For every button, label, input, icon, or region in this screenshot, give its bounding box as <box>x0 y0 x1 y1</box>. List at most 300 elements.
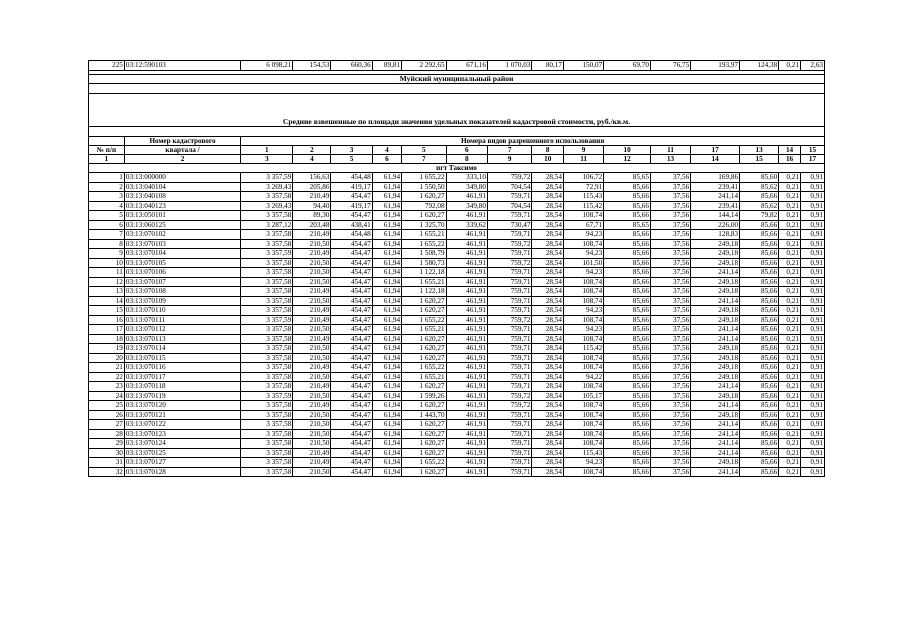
value-cell: 454,47 <box>331 439 372 449</box>
value-cell: 0,91 <box>800 372 824 382</box>
value-cell: 28,54 <box>532 173 564 183</box>
value-cell: 85,66 <box>604 391 651 401</box>
value-cell: 461,91 <box>446 410 487 420</box>
value-cell: 3 357,58 <box>241 458 293 468</box>
type-number: 7 <box>487 146 532 155</box>
table-row <box>89 201 825 211</box>
value-cell: 461,91 <box>446 230 487 240</box>
value-cell: 61,94 <box>372 315 401 325</box>
value-cell: 1 325,70 <box>402 220 447 230</box>
value-cell: 0,21 <box>779 182 801 192</box>
value-cell: 1 599,26 <box>402 391 447 401</box>
value-cell: 3 357,58 <box>241 363 293 373</box>
column-number: 16 <box>779 155 801 164</box>
quarter-number: 03:13:070113 <box>124 334 240 344</box>
value-cell: 454,47 <box>331 448 372 458</box>
value-cell: 1 655,22 <box>402 173 447 183</box>
value-cell: 3 357,58 <box>241 239 293 249</box>
value-cell: 85,66 <box>604 382 651 392</box>
value-cell: 115,43 <box>563 448 603 458</box>
table-row <box>89 325 825 335</box>
value-cell: 61,94 <box>372 211 401 221</box>
value-cell: 0,21 <box>779 306 801 316</box>
value-cell: 461,91 <box>446 211 487 221</box>
value-cell: 249,18 <box>691 258 740 268</box>
value-cell: 108,74 <box>563 420 603 430</box>
value-cell: 37,56 <box>650 258 690 268</box>
spacer-row <box>89 84 825 94</box>
value-cell: 0,21 <box>779 61 801 71</box>
value-cell: 241,14 <box>691 334 740 344</box>
value-cell: 61,94 <box>372 429 401 439</box>
value-cell: 1 620,27 <box>402 353 447 363</box>
value-cell: 61,94 <box>372 258 401 268</box>
value-cell: 249,18 <box>691 239 740 249</box>
table-row <box>89 467 825 477</box>
value-cell: 61,94 <box>372 420 401 430</box>
value-cell: 80,17 <box>532 61 564 71</box>
value-cell: 28,54 <box>532 458 564 468</box>
value-cell: 210,49 <box>293 287 331 297</box>
value-cell: 108,74 <box>563 410 603 420</box>
value-cell: 461,91 <box>446 287 487 297</box>
type-number: 13 <box>740 146 779 155</box>
value-cell: 241,14 <box>691 439 740 449</box>
quarter-number: 03:12:590103 <box>124 61 240 71</box>
district-title-row <box>89 74 825 84</box>
value-cell: 61,94 <box>372 467 401 477</box>
value-cell: 115,42 <box>563 201 603 211</box>
value-cell: 730,47 <box>487 220 532 230</box>
value-cell: 85,66 <box>740 344 779 354</box>
value-cell: 37,56 <box>650 344 690 354</box>
type-number: 5 <box>402 146 447 155</box>
value-cell: 3 357,58 <box>241 325 293 335</box>
value-cell: 156,63 <box>293 173 331 183</box>
section-label: пгт Таксимо <box>89 164 825 173</box>
value-cell: 454,47 <box>331 268 372 278</box>
value-cell: 85,66 <box>604 458 651 468</box>
value-cell: 759,71 <box>487 334 532 344</box>
value-cell: 0,21 <box>779 382 801 392</box>
value-cell: 0,21 <box>779 296 801 306</box>
table-title: Средние взвешенные по площади значения удельных показателей кадастровой стоимости, руб./кв.м. <box>89 94 825 127</box>
value-cell: 0,91 <box>800 391 824 401</box>
value-cell: 759,71 <box>487 268 532 278</box>
value-cell: 85,66 <box>740 353 779 363</box>
value-cell: 454,47 <box>331 315 372 325</box>
value-cell: 3 357,58 <box>241 448 293 458</box>
value-cell: 28,54 <box>532 192 564 202</box>
value-cell: 61,94 <box>372 363 401 373</box>
value-cell: 349,80 <box>446 182 487 192</box>
value-cell: 210,50 <box>293 239 331 249</box>
value-cell: 0,91 <box>800 439 824 449</box>
table-row <box>89 439 825 449</box>
column-number: 4 <box>293 155 331 164</box>
table-row <box>89 410 825 420</box>
value-cell: 0,91 <box>800 382 824 392</box>
value-cell: 0,91 <box>800 268 824 278</box>
value-cell: 454,47 <box>331 258 372 268</box>
table-row <box>89 353 825 363</box>
value-cell: 1 655,21 <box>402 325 447 335</box>
value-cell: 85,66 <box>740 363 779 373</box>
value-cell: 0,91 <box>800 239 824 249</box>
value-cell: 241,14 <box>691 429 740 439</box>
type-number: 10 <box>604 146 651 155</box>
value-cell: 85,66 <box>740 334 779 344</box>
table-row <box>89 249 825 259</box>
value-cell: 210,49 <box>293 448 331 458</box>
row-number: 32 <box>89 467 125 477</box>
value-cell: 454,47 <box>331 296 372 306</box>
value-cell: 85,66 <box>604 201 651 211</box>
value-cell: 94,40 <box>293 201 331 211</box>
row-number: 28 <box>89 429 125 439</box>
value-cell: 85,65 <box>604 173 651 183</box>
value-cell: 3 357,58 <box>241 268 293 278</box>
row-number: 13 <box>89 287 125 297</box>
value-cell: 0,21 <box>779 448 801 458</box>
table-row <box>89 277 825 287</box>
value-cell: 108,74 <box>563 439 603 449</box>
value-cell: 61,94 <box>372 372 401 382</box>
value-cell: 85,66 <box>604 467 651 477</box>
header-row-3 <box>89 155 825 164</box>
type-number: 8 <box>532 146 564 155</box>
value-cell: 61,94 <box>372 382 401 392</box>
value-cell: 28,54 <box>532 315 564 325</box>
quarter-number: 03:13:070128 <box>124 467 240 477</box>
value-cell: 61,94 <box>372 201 401 211</box>
value-cell: 461,91 <box>446 239 487 249</box>
value-cell: 759,71 <box>487 429 532 439</box>
value-cell: 193,97 <box>691 61 740 71</box>
previous-page-row <box>89 61 825 71</box>
value-cell: 249,18 <box>691 372 740 382</box>
value-cell: 61,94 <box>372 439 401 449</box>
value-cell: 37,56 <box>650 363 690 373</box>
column-number: 12 <box>604 155 651 164</box>
value-cell: 0,91 <box>800 458 824 468</box>
value-cell: 1 655,21 <box>402 277 447 287</box>
value-cell: 333,10 <box>446 173 487 183</box>
table-row <box>89 458 825 468</box>
value-cell: 85,66 <box>604 211 651 221</box>
value-cell: 79,82 <box>740 211 779 221</box>
value-cell: 759,72 <box>487 173 532 183</box>
value-cell: 37,56 <box>650 315 690 325</box>
value-cell: 1 070,03 <box>487 61 532 71</box>
value-cell: 94,23 <box>563 325 603 335</box>
value-cell: 0,91 <box>800 277 824 287</box>
value-cell: 3 357,58 <box>241 401 293 411</box>
value-cell: 28,54 <box>532 277 564 287</box>
value-cell: 108,74 <box>563 296 603 306</box>
value-cell: 759,71 <box>487 410 532 420</box>
value-cell: 0,91 <box>800 410 824 420</box>
value-cell: 461,91 <box>446 363 487 373</box>
value-cell: 210,50 <box>293 391 331 401</box>
value-cell: 759,71 <box>487 277 532 287</box>
table-row <box>89 315 825 325</box>
value-cell: 0,91 <box>800 173 824 183</box>
value-cell: 210,50 <box>293 277 331 287</box>
value-cell: 454,47 <box>331 249 372 259</box>
value-cell: 0,21 <box>779 268 801 278</box>
value-cell: 61,94 <box>372 249 401 259</box>
value-cell: 0,21 <box>779 315 801 325</box>
value-cell: 28,54 <box>532 372 564 382</box>
value-cell: 28,54 <box>532 239 564 249</box>
quarter-number: 03:13:070107 <box>124 277 240 287</box>
table-row <box>89 306 825 316</box>
value-cell: 759,71 <box>487 382 532 392</box>
value-cell: 759,71 <box>487 458 532 468</box>
value-cell: 3 357,58 <box>241 277 293 287</box>
value-cell: 241,14 <box>691 420 740 430</box>
value-cell: 461,91 <box>446 429 487 439</box>
value-cell: 210,49 <box>293 192 331 202</box>
row-number: 31 <box>89 458 125 468</box>
row-number: 19 <box>89 344 125 354</box>
value-cell: 671,16 <box>446 61 487 71</box>
value-cell: 85,66 <box>740 306 779 316</box>
value-cell: 0,91 <box>800 353 824 363</box>
value-cell: 205,86 <box>293 182 331 192</box>
value-cell: 85,66 <box>604 410 651 420</box>
value-cell: 0,91 <box>800 363 824 373</box>
value-cell: 28,54 <box>532 306 564 316</box>
value-cell: 454,47 <box>331 467 372 477</box>
value-cell: 69,70 <box>604 61 651 71</box>
value-cell: 128,83 <box>691 230 740 240</box>
value-cell: 0,91 <box>800 325 824 335</box>
value-cell: 108,74 <box>563 353 603 363</box>
value-cell: 61,94 <box>372 277 401 287</box>
value-cell: 210,50 <box>293 296 331 306</box>
cadastral-value-sheet <box>88 60 825 477</box>
value-cell: 3 357,59 <box>241 249 293 259</box>
value-cell: 76,75 <box>650 61 690 71</box>
value-cell: 85,66 <box>604 315 651 325</box>
value-cell: 0,91 <box>800 448 824 458</box>
value-cell: 461,91 <box>446 448 487 458</box>
value-cell: 3 357,59 <box>241 315 293 325</box>
value-cell: 85,66 <box>740 401 779 411</box>
value-cell: 85,66 <box>740 382 779 392</box>
value-cell: 0,21 <box>779 467 801 477</box>
value-cell: 3 269,43 <box>241 182 293 192</box>
value-cell: 210,50 <box>293 372 331 382</box>
value-cell: 37,56 <box>650 192 690 202</box>
value-cell: 28,54 <box>532 334 564 344</box>
value-cell: 85,66 <box>740 220 779 230</box>
value-cell: 1 443,70 <box>402 410 447 420</box>
value-cell: 61,94 <box>372 306 401 316</box>
value-cell: 108,74 <box>563 401 603 411</box>
value-cell: 0,21 <box>779 458 801 468</box>
column-number: 10 <box>532 155 564 164</box>
value-cell: 759,71 <box>487 363 532 373</box>
value-cell: 0,91 <box>800 467 824 477</box>
value-cell: 461,91 <box>446 439 487 449</box>
value-cell: 3 357,58 <box>241 344 293 354</box>
quarter-number: 03:13:070106 <box>124 268 240 278</box>
value-cell: 210,50 <box>293 344 331 354</box>
table-row <box>89 372 825 382</box>
value-cell: 28,54 <box>532 391 564 401</box>
value-cell: 226,00 <box>691 220 740 230</box>
row-number: 225 <box>89 61 125 71</box>
value-cell: 1 122,18 <box>402 287 447 297</box>
value-cell: 85,62 <box>740 182 779 192</box>
value-cell: 461,91 <box>446 296 487 306</box>
value-cell: 150,07 <box>563 61 603 71</box>
value-cell: 1 655,22 <box>402 363 447 373</box>
table-row <box>89 344 825 354</box>
spacer-row <box>89 127 825 137</box>
row-number: 4 <box>89 201 125 211</box>
value-cell: 3 357,59 <box>241 173 293 183</box>
column-number: 7 <box>402 155 447 164</box>
value-cell: 0,21 <box>779 439 801 449</box>
value-cell: 241,14 <box>691 192 740 202</box>
value-cell: 0,91 <box>800 315 824 325</box>
quarter-number: 03:13:070115 <box>124 353 240 363</box>
header-num-blank <box>89 137 125 146</box>
value-cell: 94,23 <box>563 268 603 278</box>
value-cell: 0,91 <box>800 429 824 439</box>
value-cell: 61,94 <box>372 230 401 240</box>
row-number: 26 <box>89 410 125 420</box>
type-number: 1 <box>241 146 293 155</box>
value-cell: 108,74 <box>563 287 603 297</box>
value-cell: 37,56 <box>650 249 690 259</box>
value-cell: 3 357,58 <box>241 410 293 420</box>
value-cell: 241,14 <box>691 325 740 335</box>
value-cell: 37,56 <box>650 182 690 192</box>
quarter-number: 03:13:070114 <box>124 344 240 354</box>
value-cell: 0,91 <box>800 420 824 430</box>
value-cell: 115,42 <box>563 344 603 354</box>
value-cell: 210,49 <box>293 315 331 325</box>
column-number: 6 <box>372 155 401 164</box>
value-cell: 1 508,79 <box>402 249 447 259</box>
value-cell: 85,66 <box>604 277 651 287</box>
table-row <box>89 173 825 183</box>
value-cell: 0,91 <box>800 258 824 268</box>
value-cell: 37,56 <box>650 334 690 344</box>
value-cell: 339,62 <box>446 220 487 230</box>
value-cell: 1 655,22 <box>402 239 447 249</box>
district-title: Муйский муниципальный район <box>89 74 825 84</box>
value-cell: 461,91 <box>446 391 487 401</box>
value-cell: 1 620,27 <box>402 382 447 392</box>
value-cell: 37,56 <box>650 230 690 240</box>
table-row <box>89 230 825 240</box>
quarter-number: 03:13:040104 <box>124 182 240 192</box>
value-cell: 759,72 <box>487 391 532 401</box>
value-cell: 37,56 <box>650 372 690 382</box>
quarter-number: 03:13:070104 <box>124 249 240 259</box>
value-cell: 61,94 <box>372 239 401 249</box>
value-cell: 454,47 <box>331 420 372 430</box>
quarter-number: 03:13:000000 <box>124 173 240 183</box>
value-cell: 3 357,58 <box>241 420 293 430</box>
value-cell: 3 357,59 <box>241 391 293 401</box>
value-cell: 61,94 <box>372 182 401 192</box>
value-cell: 249,18 <box>691 315 740 325</box>
value-cell: 792,08 <box>402 201 447 211</box>
value-cell: 37,56 <box>650 268 690 278</box>
value-cell: 85,62 <box>740 201 779 211</box>
value-cell: 0,21 <box>779 420 801 430</box>
quarter-number: 03:13:070116 <box>124 363 240 373</box>
value-cell: 759,72 <box>487 401 532 411</box>
value-cell: 461,91 <box>446 306 487 316</box>
value-cell: 239,41 <box>691 201 740 211</box>
column-number: 1 <box>89 155 125 164</box>
value-cell: 61,94 <box>372 410 401 420</box>
row-number: 7 <box>89 230 125 240</box>
value-cell: 759,71 <box>487 325 532 335</box>
value-cell: 210,49 <box>293 334 331 344</box>
value-cell: 0,91 <box>800 306 824 316</box>
value-cell: 85,66 <box>604 372 651 382</box>
value-cell: 85,66 <box>604 192 651 202</box>
value-cell: 454,47 <box>331 372 372 382</box>
table-row <box>89 182 825 192</box>
value-cell: 85,66 <box>604 334 651 344</box>
row-number: 27 <box>89 420 125 430</box>
value-cell: 210,50 <box>293 353 331 363</box>
value-cell: 28,54 <box>532 325 564 335</box>
value-cell: 0,91 <box>800 182 824 192</box>
value-cell: 454,47 <box>331 277 372 287</box>
value-cell: 85,66 <box>740 239 779 249</box>
row-number: 18 <box>89 334 125 344</box>
value-cell: 85,66 <box>740 230 779 240</box>
value-cell: 108,74 <box>563 382 603 392</box>
value-cell: 454,47 <box>331 287 372 297</box>
value-cell: 85,66 <box>604 249 651 259</box>
value-cell: 37,56 <box>650 420 690 430</box>
row-number: 25 <box>89 401 125 411</box>
value-cell: 210,49 <box>293 306 331 316</box>
value-cell: 85,66 <box>740 315 779 325</box>
table-row <box>89 287 825 297</box>
value-cell: 28,54 <box>532 410 564 420</box>
value-cell: 3 357,58 <box>241 439 293 449</box>
value-cell: 704,54 <box>487 182 532 192</box>
value-cell: 0,21 <box>779 211 801 221</box>
value-cell: 28,54 <box>532 230 564 240</box>
value-cell: 759,71 <box>487 372 532 382</box>
row-number: 22 <box>89 372 125 382</box>
value-cell: 85,66 <box>740 277 779 287</box>
value-cell: 241,14 <box>691 401 740 411</box>
value-cell: 85,66 <box>604 296 651 306</box>
value-cell: 241,14 <box>691 296 740 306</box>
value-cell: 3 357,58 <box>241 287 293 297</box>
table-row <box>89 268 825 278</box>
row-number: 1 <box>89 173 125 183</box>
row-number: 10 <box>89 258 125 268</box>
quarter-number: 03:13:070125 <box>124 448 240 458</box>
value-cell: 108,74 <box>563 429 603 439</box>
